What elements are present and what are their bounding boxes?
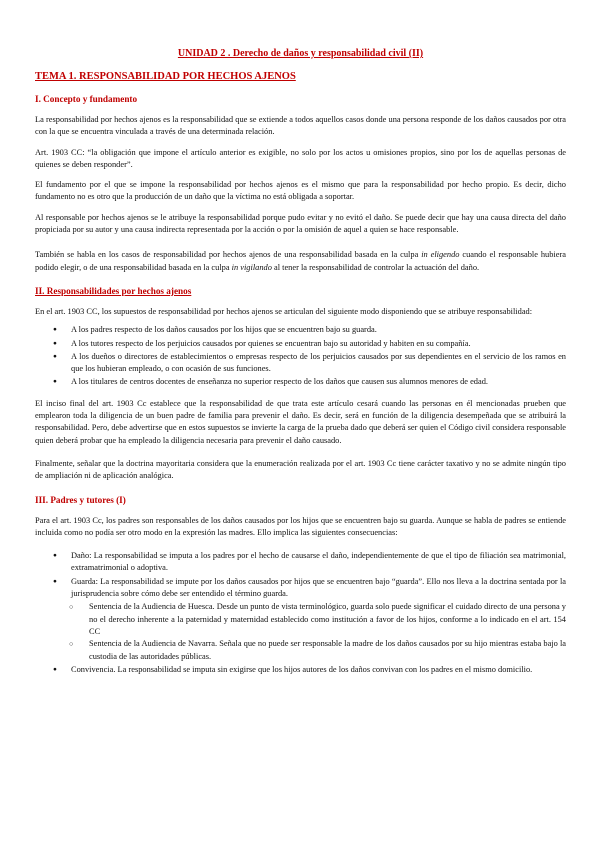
list-item: ● A los tutores respecto de los perjuicios causados por quienes se encuentran bajo su autoridad y habiten en su compañía. [35, 338, 566, 350]
sub-list [71, 601, 566, 662]
text-run: al tener la responsabilidad de controlar la actuación del daño. [271, 262, 480, 272]
section-2-intro: En el art. 1903 CC, los supuestos de responsabilidad por hechos ajenos se articulan del siguiente modo disponiendo que se atribuye responsabilidad: [35, 306, 533, 316]
list-item: ● Convivencia. La responsabilidad se imputa sin exigirse que los hijos autores de los daños convivan con los padres en el mismo domicilio. [35, 664, 566, 676]
document-page [35, 48, 566, 685]
section-3-title: III. Padres y tutores (I) [35, 494, 126, 505]
latin-term-in-eligendo: in eligendo [421, 250, 460, 260]
section-1-paragraph: La responsabilidad por hechos ajenos es la responsabilidad que se extiende a todos aquellos casos donde una persona responde de los daños causados por otra con la que se encuentra vinculada a través de una determinada relación. [35, 115, 566, 137]
sub-list-item: ○ Sentencia de la Audiencia de Huesca. Desde un punto de vista terminológico, guarda solo puede significar el cuidado directo de una persona y no el derecho inherente a la paternidad y maternidad establecido como institución a favor de los hijos, conforme a lo indicado en el art. 154 CC [35, 601, 566, 638]
sub-list-item: ○ Sentencia de la Audiencia de Navarra. Señala que no puede ser responsable la madre de los daños causados por su hijo mientras estaba bajo la custodia de las autoridades públicas. [35, 638, 566, 663]
section-1-title: I. Concepto y fundamento [35, 94, 138, 104]
section-1-paragraph: Al responsable por hechos ajenos se le atribuye la responsabilidad porque pudo evitar y no evitó el daño. Se puede decir que hay una causa directa del daño propiciada por su autor y una causa indirecta representada por la acción o por la omisión de aquel a quien se hace responsable. [35, 212, 566, 235]
consequences-list [35, 550, 566, 676]
section-1-paragraph: El fundamento por el que se impone la responsabilidad por hechos ajenos es el mismo que para la responsabilidad por hecho propio. Es decir, dicho fundamento no es otro que la producción de un daño que la víctima no está obligada a soportar. [35, 180, 566, 202]
list-item-text: Guarda: La responsabilidad se impute por los daños causados por hijos que se encuentren bajo “guarda”. Ello nos lleva a la doctrina sentada por la jurisprudencia sobre cómo debe ser entendido el término guarda. [71, 576, 566, 599]
section-2-paragraph: El inciso final del art. 1903 Cc establece que la responsabilidad de que trata este artículo cesará cuando las personas en él mencionadas prueben que emplearon toda la diligencia de un buen padre de familia para prevenir el daño. Es decir, será en función de la diligencia desempeñada que se atribuirá la responsabilidad. Pero, debe advertirse que en estos supuestos se invierte la carga de la prueba dado que deberá ser quien el Código civil considera responsable quien deberá probar que ha empleado la diligencia necesaria para prevenir el daño causado. [35, 398, 566, 445]
section-2-title: II. Responsabilidades por hechos ajenos [35, 285, 192, 296]
section-1-paragraph: Art. 1903 CC: “la obligación que impone el artículo anterior es exigible, no solo por los actos u omisiones propios, sino por los de aquellas personas de quienes se deben responder”. [35, 147, 566, 169]
list-item: ● A los titulares de centros docentes de enseñanza no superior respecto de los daños que causen sus alumnos menores de edad. [35, 376, 566, 388]
topic-title: TEMA 1. RESPONSABILIDAD POR HECHOS AJENOS [35, 71, 296, 82]
list-item: ● A los dueños o directores de establecimientos o empresas respecto de los perjuicios causados por sus dependientes en el servicio de los ramos en que los hubieran empleado, o con ocasión de sus funciones. [35, 351, 566, 376]
text-run: cuando el responsable hubiera podido elegir, o de una responsabilidad basada en la culpa [35, 250, 566, 272]
section-1-paragraph [35, 249, 566, 274]
responsibility-list [35, 324, 566, 388]
list-item: ● A los padres respecto de los daños causados por los hijos que se encuentren bajo su guarda. [35, 324, 566, 336]
section-2-paragraph: Finalmente, señalar que la doctrina mayoritaria considera que la enumeración realizada por el art. 1903 Cc tiene carácter taxativo y no se admite ningún tipo de ampliación ni de aplicación analógica. [35, 458, 566, 481]
unit-title: UNIDAD 2 . Derecho de daños y responsabilidad civil (II) [177, 48, 424, 59]
text-run: También se habla en los casos de responsabilidad por hechos ajenos de una responsabilidad basada en la culpa [35, 250, 422, 260]
list-item [35, 576, 566, 663]
list-item: ● Daño: La responsabilidad se imputa a los padres por el hecho de causarse el daño, independientemente de que el tipo de filiación sea matrimonial, extramatrimonial o adoptiva. [35, 550, 566, 575]
section-3-intro: Para el art. 1903 Cc, los padres son responsables de los daños causados por los hijos que se encuentren bajo su guarda. Aunque se habla de padres se entiende incluida como no podía ser otro modo en la expresión las madres. Ello implica las siguientes consecuencias: [35, 515, 566, 537]
latin-term-in-vigilando: in vigilando [231, 262, 272, 272]
